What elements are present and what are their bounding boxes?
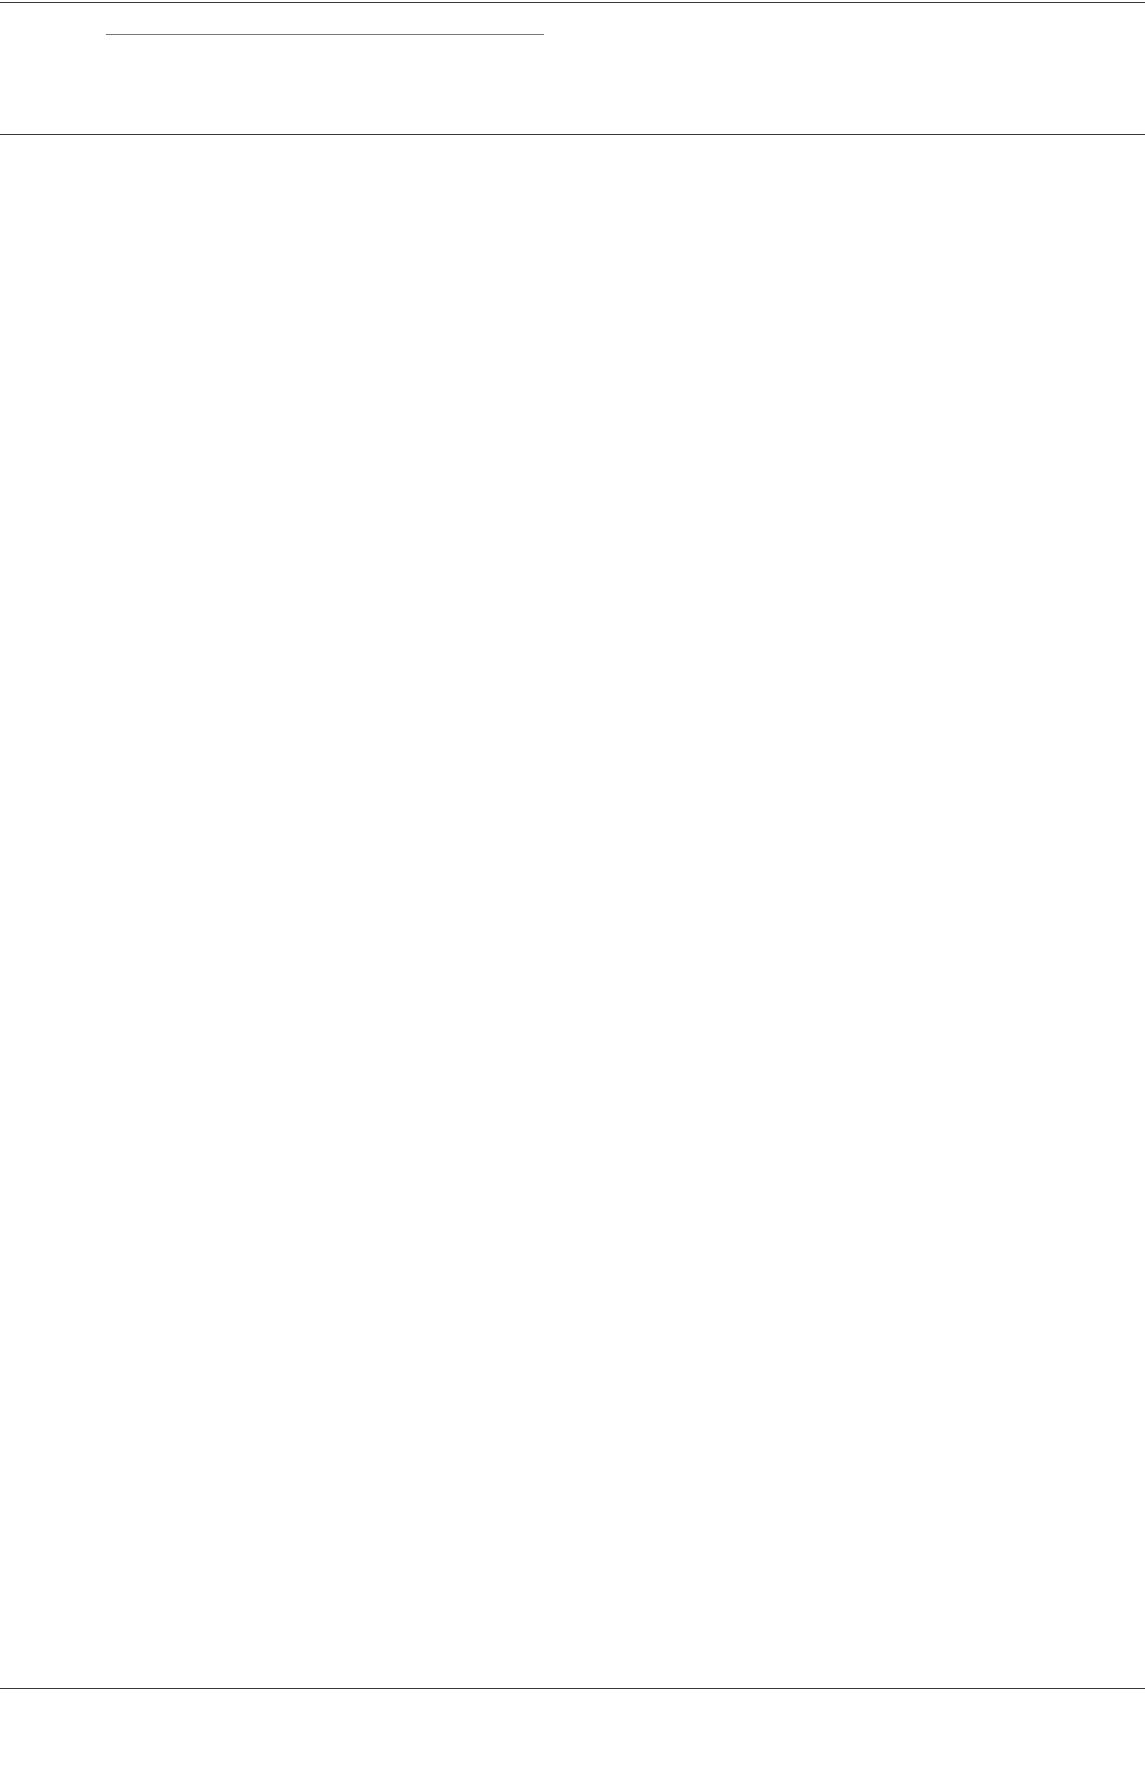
table-bottom-rule (0, 1688, 1145, 1689)
table-header (0, 0, 1145, 138)
header-bottom-rule (0, 134, 1145, 135)
header-subgroup-rule (106, 34, 544, 35)
